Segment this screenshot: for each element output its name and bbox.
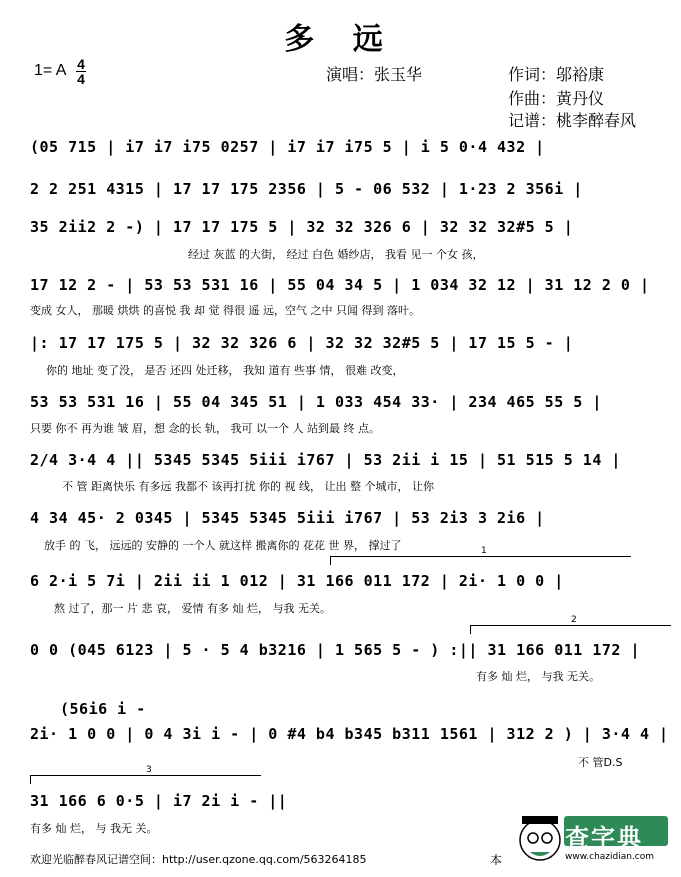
score-row-9-notes: 6 2·i 5 7i | 2ii ii 1 012 | 31 166 011 172 | 2i· 1 0 0 |	[30, 572, 564, 590]
footer-ben: 本	[490, 853, 503, 867]
score-row-5-lyrics: 你的 地址 变了没， 是否 还四 处迁移， 我知 道有 些事 情， 很难 改变，	[46, 364, 404, 377]
score-row-8-lyrics: 放手 的 飞， 远远的 安静的 一个人 就这样 搬离你的 花花 世 界， 撑过了	[44, 539, 402, 552]
score-row-3-lyrics: 经过 灰蓝 的大街， 经过 白色 婚纱店， 我看 见一 个女 孩，	[188, 248, 484, 261]
score-row-12-notes: 31 166 6 0·5 | i7 2i i - ||	[30, 792, 288, 810]
score-row-1-notes: (05 715 | i7 i7 i75 0257 | i7 i7 i75 5 | i 5 0·4 432 |	[30, 138, 545, 156]
score-row-3-notes: 35 2ii2 2 -) | 17 17 175 5 | 32 32 326 6 | 32 32 32#5 5 |	[30, 218, 574, 236]
volta-bracket-1	[330, 546, 631, 565]
score-row-9-lyrics: 熬 过了，那一 片 悲 哀， 爱情 有多 灿 烂， 与我 无关。	[54, 602, 331, 615]
composer-credit: 作曲：黄丹仪	[508, 89, 605, 108]
footer-link[interactable]: 欢迎光临醉春风记谱空间：http://user.qzone.qq.com/563264185	[30, 853, 367, 866]
logo-text: 查字典	[565, 824, 643, 852]
transcriber-credit: 记谱：桃李醉春风	[508, 111, 637, 130]
score-row-11-notes: 2i· 1 0 0 | 0 4 3i i - | 0 #4 b4 b345 b311 1561 | 312 2 ) | 3·4 4 |	[30, 725, 669, 743]
volta-number-1: 1	[481, 546, 487, 556]
volta-number-3: 3	[146, 765, 152, 775]
score-row-2-notes: 2 2 251 4315 | 17 17 175 2356 | 5 - 06 532 | 1·23 2 356i |	[30, 180, 583, 198]
score-row-7-lyrics: 不 管 距离快乐 有多远 我都不 该再打扰 你的 视 线， 让出 整 个城市， 让你	[62, 480, 434, 493]
score-row-10-notes: 0 0 (045 6123 | 5 · 5 4 b3216 | 1 565 5 - ) :|| 31 166 011 172 |	[30, 641, 640, 659]
score-row-6-lyrics: 只要 你不 再为谁 皱 眉，想 念的长 轨， 我可 以一个 人 站到最 终 点。	[30, 422, 380, 435]
ornament-above-row-11: (56i6 i -	[60, 700, 146, 718]
scholar-cap-icon	[522, 816, 558, 824]
key-signature: 1= A	[34, 62, 67, 79]
score-row-4-notes: 17 12 2 - | 53 53 531 16 | 55 04 34 5 | 1 034 32 12 | 31 12 2 0 |	[30, 276, 650, 294]
page-title: 多 远	[284, 22, 397, 57]
score-row-11-lyrics: 不 管D.S	[578, 756, 623, 769]
score-row-4-lyrics: 变成 女人， 那暖 烘烘 的喜悦 我 却 觉 得很 遥 远，空气 之中 只闻 得到 落叶。	[30, 304, 420, 317]
time-signature	[76, 58, 86, 85]
lyricist-credit: 作词：邬裕康	[508, 65, 605, 84]
score-row-10-lyrics: 有多 灿 烂， 与我 无关。	[476, 670, 600, 683]
score-row-12-lyrics: 有多 灿 烂， 与 我无 关。	[30, 822, 158, 835]
logo-url: www.chazidian.com	[565, 852, 655, 862]
time-sig-top: 4	[77, 56, 85, 72]
score-row-7-notes: 2/4 3·4 4 || 5345 5345 5iii i767 | 53 2ii i 15 | 51 515 5 14 |	[30, 451, 621, 469]
time-sig-bottom: 4	[77, 71, 85, 87]
volta-number-2: 2	[571, 615, 577, 625]
score-row-5-notes: |: 17 17 175 5 | 32 32 326 6 | 32 32 32#5 5 | 17 15 5 - |	[30, 334, 574, 352]
volta-bracket-3	[30, 765, 261, 784]
singer-credit: 演唱：张玉华	[326, 65, 423, 84]
score-row-6-notes: 53 53 531 16 | 55 04 345 51 | 1 033 454 33· | 234 465 55 5 |	[30, 393, 602, 411]
score-row-8-notes: 4 34 45· 2 0345 | 5345 5345 5iii i767 | 53 2i3 3 2i6 |	[30, 509, 545, 527]
volta-bracket-2	[470, 615, 671, 634]
